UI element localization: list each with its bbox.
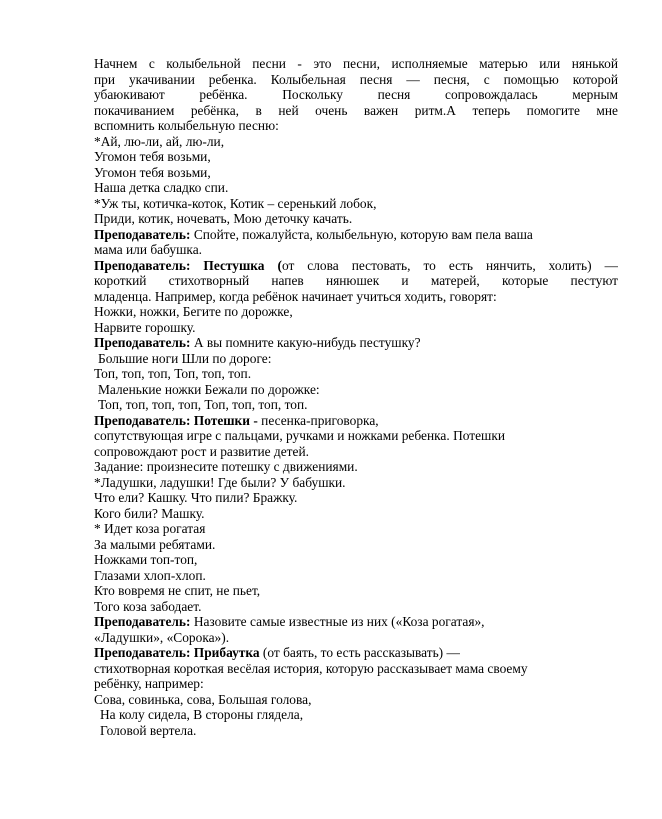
line-text: Угомон тебя возьми,: [94, 149, 211, 164]
document-page: [94, 56, 618, 738]
line-text: *Ай, лю-ли, ай, лю-ли,: [94, 133, 225, 149]
text-line: [94, 273, 618, 289]
line-text: Приди, котик, ночевать, Мою деточку качать.: [94, 211, 353, 226]
text-line: [94, 211, 618, 227]
line-text: Задание: произнесите потешку с движениями.: [94, 459, 358, 474]
text-line: [94, 196, 618, 212]
text-line: [94, 180, 618, 196]
line-text: вспомнить колыбельную песню:: [94, 118, 279, 133]
line-text: А вы помните какую-нибудь пестушку?: [190, 335, 421, 350]
line-text: Большие ноги Шли по дороге:: [98, 350, 272, 366]
line-text: младенца. Например, когда ребёнок начинает учиться ходить, говорят:: [94, 288, 497, 304]
line-text: Угомон тебя возьми,: [94, 164, 211, 180]
text-line: [94, 614, 618, 630]
line-text: Сова, совинька, сова, Большая голова,: [94, 691, 312, 707]
line-text: сопутствующая игре с пальцами, ручками и ножками ребенка. Потешки: [94, 428, 506, 443]
text-line: [94, 165, 618, 181]
line-text: песенка-приговорка,: [257, 412, 379, 428]
text-line: [94, 583, 618, 599]
line-text: * Идет коза рогатая: [94, 521, 206, 536]
line-text: Топ, топ, топ, топ, Топ, топ, топ, топ.: [98, 397, 308, 412]
line-text: стихотворная короткая весёлая история, которую рассказывает мама своему: [94, 660, 528, 676]
text-line: [94, 382, 618, 398]
line-text: Наша детка сладко спи.: [94, 180, 229, 195]
text-line: [94, 537, 618, 553]
text-line: [94, 413, 618, 429]
line-text: мама или бабушка.: [94, 242, 203, 257]
text-line: [94, 366, 618, 382]
text-line: [94, 428, 618, 444]
text-line: [94, 692, 618, 708]
line-text: покачиванием ребёнка, в ней очень важен ритм.А теперь помогите мне: [94, 102, 618, 118]
text-line: [94, 258, 618, 274]
text-line: [94, 103, 618, 119]
text-line: [94, 351, 618, 367]
text-line: [94, 227, 618, 243]
line-text: Маленькие ножки Бежали по дорожке:: [98, 381, 320, 397]
text-line: [94, 645, 618, 661]
speaker-label: Преподаватель: Пестушка (: [94, 257, 282, 273]
text-line: [94, 397, 618, 413]
line-text: За малыми ребятами.: [94, 536, 216, 552]
line-text: Кто вовремя не спит, не пьет,: [94, 583, 261, 598]
text-line: [94, 552, 618, 568]
text-line: [94, 304, 618, 320]
line-text: Глазами хлоп-хлоп.: [94, 567, 206, 583]
text-line: [94, 72, 618, 88]
line-text: (от баять, то есть рассказывать) —: [259, 645, 460, 660]
speaker-label: Преподаватель: Потешки -: [94, 412, 258, 428]
line-text: Головой вертела.: [100, 722, 197, 738]
text-line: [94, 599, 618, 615]
text-line: [94, 521, 618, 537]
text-line: [94, 723, 618, 739]
speaker-label: Преподаватель:: [94, 335, 191, 350]
text-line: [94, 444, 618, 460]
line-text: Ножки, ножки, Бегите по дорожке,: [94, 304, 293, 319]
line-text: Нарвите горошку.: [94, 319, 196, 335]
speaker-label: Преподаватель: Прибаутка: [94, 645, 260, 660]
speaker-label: Преподаватель:: [94, 226, 191, 242]
line-text: *Ладушки, ладушки! Где были? У бабушки.: [94, 474, 346, 490]
text-line: [94, 475, 618, 491]
line-text: Спойте, пожалуйста, колыбельную, которую вам пела ваша: [190, 226, 533, 242]
text-line: [94, 661, 618, 677]
line-text: при укачивании ребенка. Колыбельная песня — песня, с помощью которой: [94, 71, 618, 87]
line-text: Что ели? Кашку. Что пили? Бражку.: [94, 490, 298, 505]
text-line: [94, 506, 618, 522]
text-line: [94, 676, 618, 692]
text-line: [94, 459, 618, 475]
line-text: Ножками топ-топ,: [94, 552, 198, 567]
text-line: [94, 87, 618, 103]
line-text: от слова пестовать, то есть нянчить, холить) —: [281, 257, 618, 273]
line-text: «Ладушки», «Сорока»).: [94, 629, 230, 645]
text-line: [94, 320, 618, 336]
text-line: [94, 490, 618, 506]
line-text: Кого били? Машку.: [94, 505, 205, 521]
line-text: ребёнку, например:: [94, 676, 204, 691]
line-text: убаюкивают ребёнка. Поскольку песня сопровождалась мерным: [94, 87, 618, 102]
line-text: Начнем с колыбельной песни - это песни, исполняемые матерью или нянькой: [94, 56, 618, 71]
text-line: [94, 289, 618, 305]
text-line: [94, 335, 618, 351]
text-line: [94, 134, 618, 150]
text-line: [94, 56, 618, 72]
line-text: Назовите самые известные из них («Коза рогатая»,: [190, 614, 485, 629]
line-text: короткий стихотворный напев нянюшек и матерей, которые пестуют: [94, 273, 618, 288]
text-line: [94, 242, 618, 258]
speaker-label: Преподаватель:: [94, 614, 191, 629]
text-line: [94, 149, 618, 165]
text-line: [94, 630, 618, 646]
line-text: *Уж ты, котичка-коток, Котик – серенький лобок,: [94, 195, 377, 211]
text-line: [94, 568, 618, 584]
text-line: [94, 118, 618, 134]
line-text: Топ, топ, топ, Топ, топ, топ.: [94, 366, 252, 381]
text-line: [94, 707, 618, 723]
line-text: сопровождают рост и развитие детей.: [94, 443, 309, 459]
line-text: На колу сидела, В стороны глядела,: [100, 707, 304, 722]
line-text: Того коза забодает.: [94, 598, 202, 614]
